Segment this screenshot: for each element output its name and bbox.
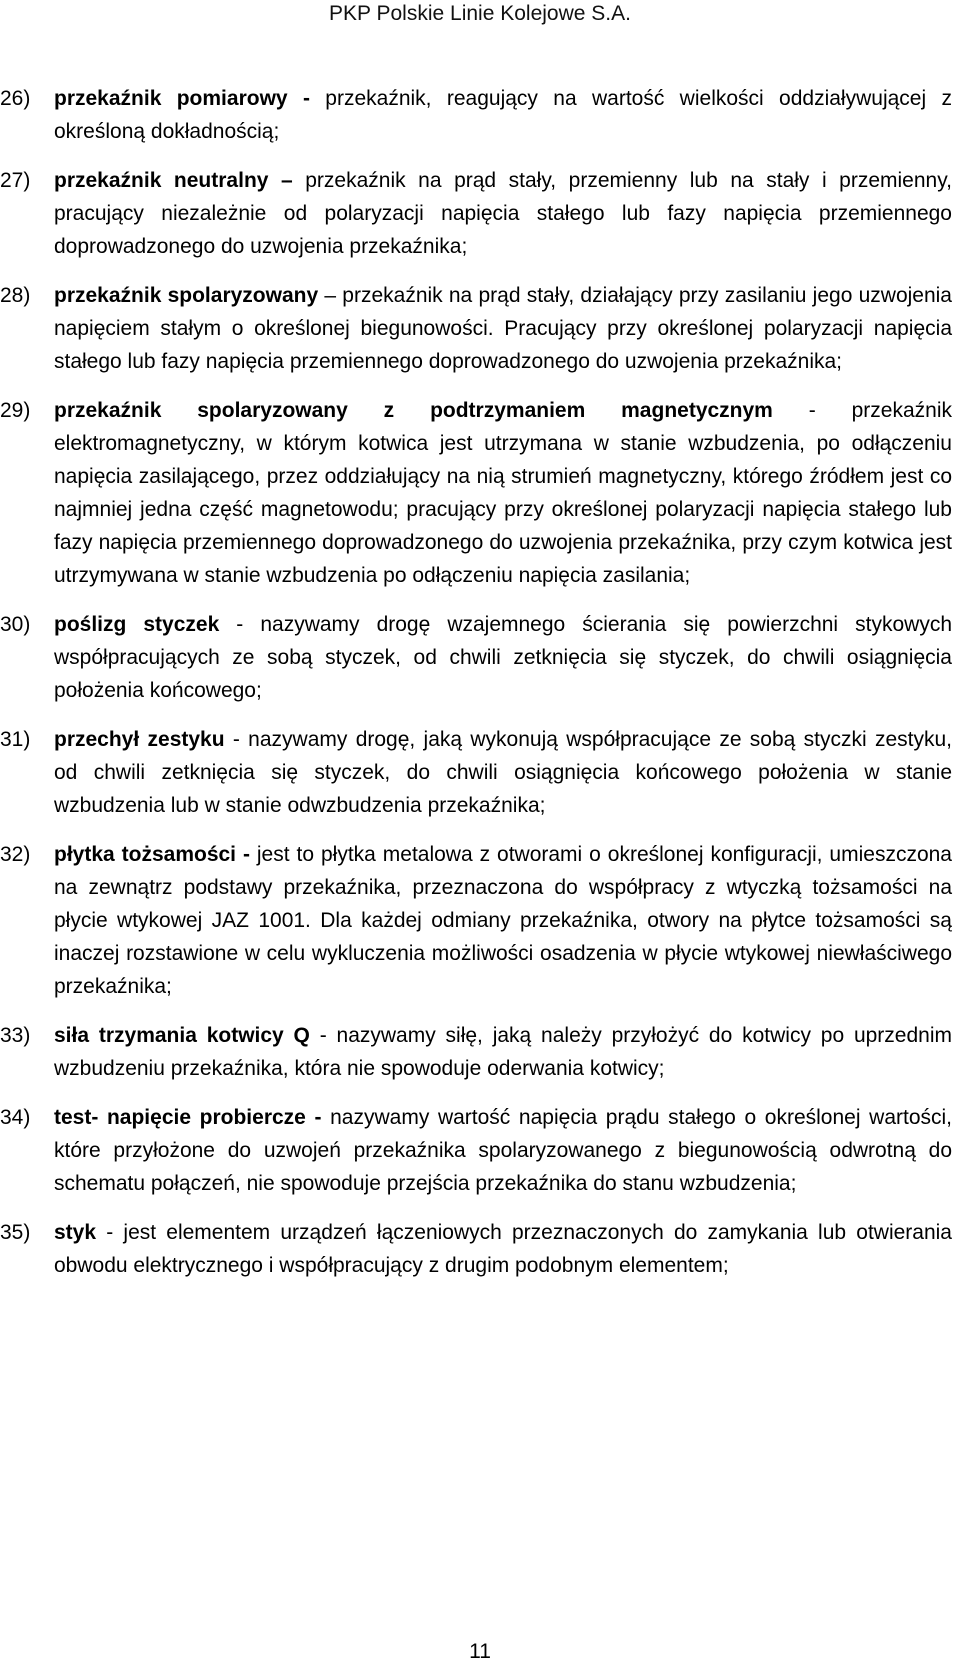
definition-text: - jest elementem urządzeń łączeniowych przeznaczonych do zamykania lub otwierania obwodu elektrycznego i współpracujący z drugim podobnym elementem; [54, 1221, 952, 1277]
definition-item [0, 279, 960, 378]
definition-item [0, 1019, 960, 1085]
definition-item [0, 82, 960, 148]
definition-number: 32) [0, 843, 31, 866]
definition-body [54, 723, 952, 822]
definition-item [0, 608, 960, 707]
definition-text: - nazywamy drogę, jaką wykonują współpracujące ze sobą styczki zestyku, od chwili zetknięcia się styczek, do chwili osiągnięcia końcowego położenia w stanie wzbudzenia lub w stanie odwzbudzenia przekaźnika; [54, 728, 953, 817]
page-number: 11 [469, 1640, 491, 1663]
definition-item [0, 723, 960, 822]
definition-term: przekaźnik neutralny – [54, 169, 293, 192]
definition-body [54, 1019, 952, 1085]
definition-body [54, 394, 952, 592]
definition-number: 28) [0, 284, 31, 307]
page-header: PKP Polskie Linie Kolejowe S.A. [329, 2, 631, 25]
definition-item [0, 1101, 960, 1200]
definition-body [54, 608, 952, 707]
definition-term: styk [54, 1221, 97, 1244]
definition-number: 31) [0, 728, 31, 751]
definition-term: płytka tożsamości - [54, 843, 250, 866]
definition-text: – przekaźnik na prąd stały, działający przy zasilaniu jego uzwojenia napięciem stałym o określonej biegunowości. Pracujący przy określonej polaryzacji napięcia stałego lub fazy napięcia przemiennego doprowadzonego do uzwojenia przekaźnika; [54, 284, 952, 373]
definition-term: przekaźnik spolaryzowany z podtrzymaniem magnetycznym [54, 399, 773, 422]
definition-text: przekaźnik na prąd stały, przemienny lub na stały i przemienny, pracujący niezależnie od polaryzacji napięcia stałego lub fazy napięcia przemiennego doprowadzonego do uzwojenia przekaźnika; [54, 169, 952, 258]
definitions-list [0, 82, 960, 1298]
definition-term: siła trzymania kotwicy Q [54, 1024, 310, 1047]
definition-number: 35) [0, 1221, 31, 1244]
definition-body [54, 838, 952, 1003]
definition-body [54, 279, 952, 378]
definition-number: 29) [0, 399, 31, 422]
definition-number: 27) [0, 169, 31, 192]
definition-text: nazywamy wartość napięcia prądu stałego o określonej wartości, które przyłożone do uzwojeń przekaźnika spolaryzowanego z biegunowością odwrotną do schematu połączeń, nie spowoduje przejścia przekaźnika do stanu wzbudzenia; [54, 1106, 952, 1195]
definition-text: - nazywamy siłę, jaką należy przyłożyć do kotwicy po uprzednim wzbudzeniu przekaźnika, która nie spowoduje oderwania kotwicy; [54, 1024, 952, 1080]
definition-body [54, 82, 952, 148]
definition-text: - nazywamy drogę wzajemnego ścierania się powierzchni stykowych współpracujących ze sobą styczek, od chwili zetknięcia się styczek, do chwili osiągnięcia położenia końcowego; [54, 613, 952, 702]
definition-item [0, 1216, 960, 1282]
definition-text: przekaźnik, reagujący na wartość wielkości oddziaływującej z określoną dokładnością; [54, 87, 952, 143]
definition-number: 33) [0, 1024, 31, 1047]
definition-number: 30) [0, 613, 31, 636]
definition-term: test- napięcie probiercze - [54, 1106, 322, 1129]
definition-item [0, 394, 960, 592]
definition-text: jest to płytka metalowa z otworami o określonej konfiguracji, umieszczona na zewnątrz podstawy przekaźnika, przeznaczona do współpracy z wtyczką tożsamości na płycie wtykowej JAZ 1001. Dla każdej odmiany przekaźnika, otwory na płytce tożsamości są inaczej rozstawione w celu wykluczenia możliwości osadzenia w płycie wtykowej niewłaściwego przekaźnika; [54, 843, 952, 998]
definition-body [54, 164, 952, 263]
definition-text: - przekaźnik elektromagnetyczny, w którym kotwica jest utrzymana w stanie wzbudzenia, po odłączeniu napięcia zasilającego, przez oddziałujący na nią strumień magnetyczny, którego źródłem jest co najmniej jedna część magnetowodu; pracujący przy określonej polaryzacji napięcia stałego lub fazy napięcia przemiennego doprowadzonego do uzwojenia przekaźnika, przy czym kotwica jest utrzymywana w stanie wzbudzenia po odłączeniu napięcia zasilania; [54, 399, 952, 587]
definition-term: poślizg styczek [54, 613, 220, 636]
definition-item [0, 164, 960, 263]
definition-term: przekaźnik spolaryzowany [54, 284, 319, 307]
definition-number: 26) [0, 87, 31, 110]
definition-term: przechył zestyku [54, 728, 225, 751]
definition-item [0, 838, 960, 1003]
definition-term: przekaźnik pomiarowy - [54, 87, 310, 110]
definition-body [54, 1101, 952, 1200]
definition-body [54, 1216, 952, 1282]
definition-number: 34) [0, 1106, 31, 1129]
